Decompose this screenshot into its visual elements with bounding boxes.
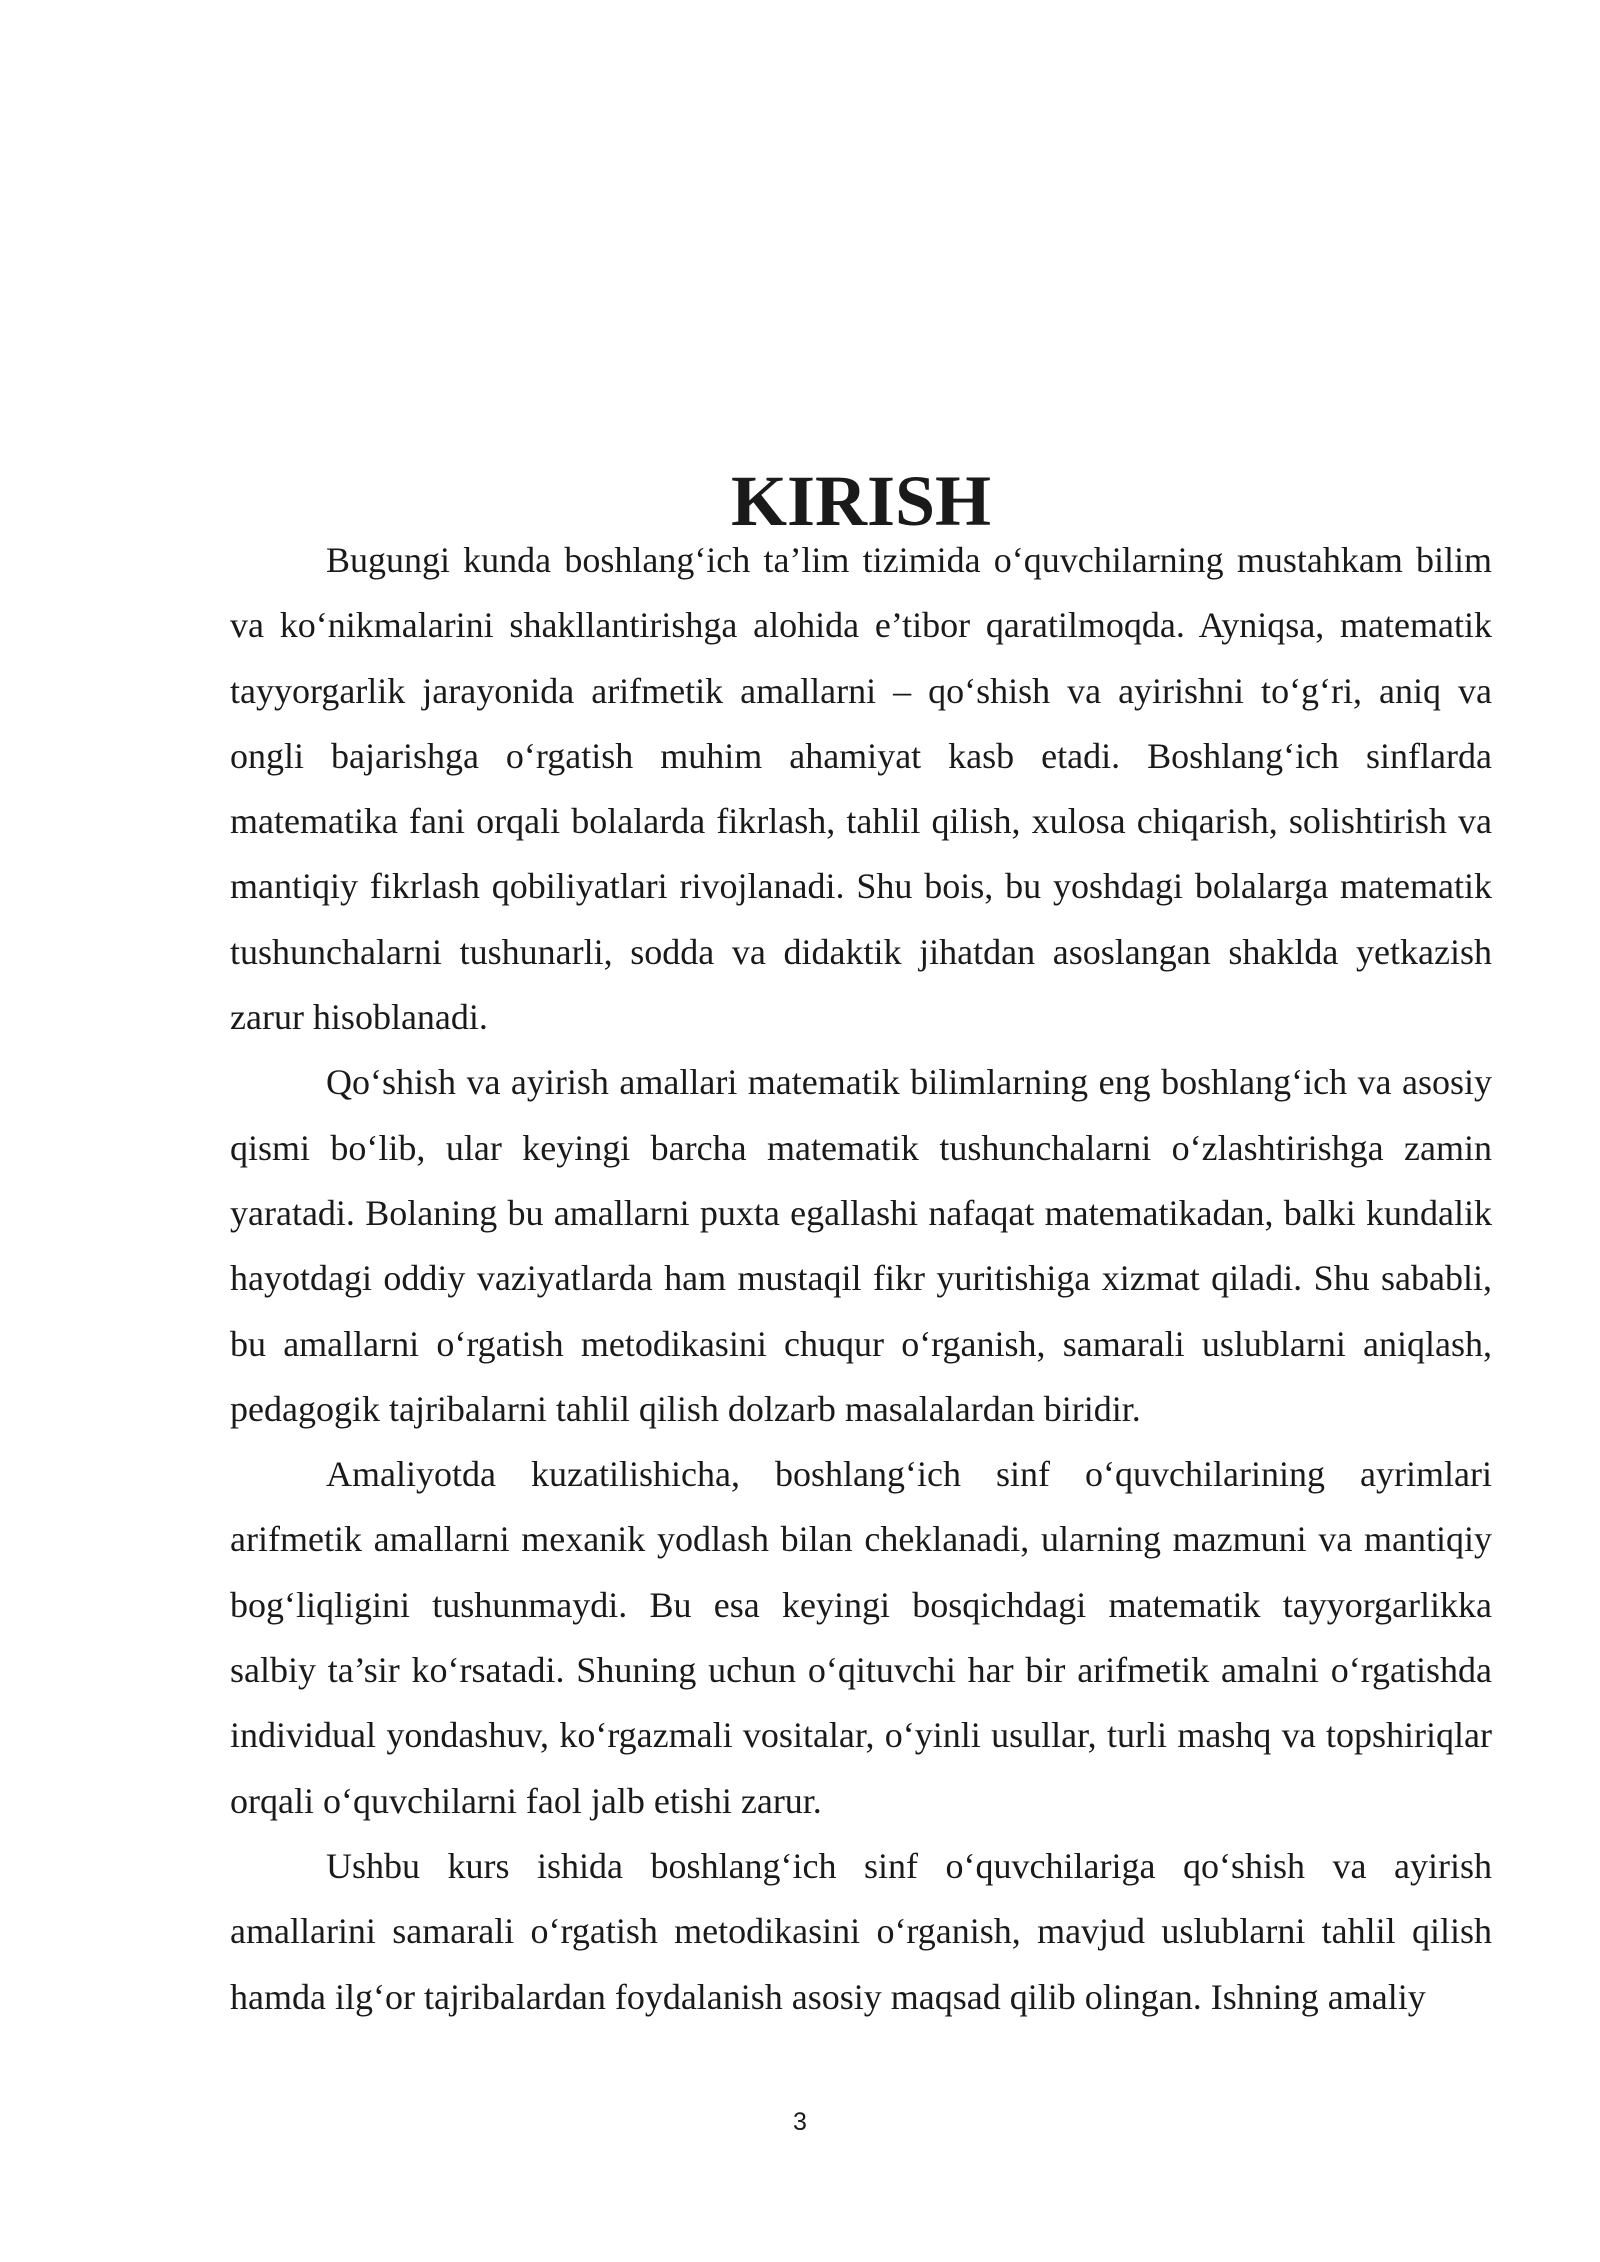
document-body bbox=[230, 461, 1492, 2030]
paragraph-4: Ushbu kurs ishida boshlang‘ich sinf o‘quvchilariga qo‘shish va ayirish amallarini samarali o‘rgatish metodikasini o‘rganish, mavjud uslublarni tahlil qilish hamda ilg‘or tajribalardan foydalanish asosiy maqsad qilib olingan. Ishning amaliy bbox=[230, 1845, 1492, 2017]
paragraph-1: Bugungi kunda boshlang‘ich ta’lim tizimida o‘quvchilarning mustahkam bilim va ko‘nikmalarini shakllantirishga alohida e’tibor qaratilmoqda. Ayniqsa, matematik tayyorgarlik jarayonida arifmetik amallarni – qo‘shish va ayirishni to‘g‘ri, aniq va ongli bajarishga o‘rgatish muhim ahamiyat kasb etadi. Boshlang‘ich sinflarda matematika fani orqali bolalarda fikrlash, tahlil qilish, xulosa chiqarish, solishtirish va mantiqiy fikrlash qobiliyatlari rivojlanadi. Shu bois, bu yoshdagi bolalarga matematik tushunchalarni tushunarli, sodda va didaktik jihatdan asoslangan shaklda yetkazish zarur hisoblanadi. bbox=[230, 540, 1492, 1038]
paragraph-2: Qo‘shish va ayirish amallari matematik bilimlarning eng boshlang‘ich va asosiy qismi bo‘lib, ular keyingi barcha matematik tushunchalarni o‘zlashtirishga zamin yaratadi. Bolaning bu amallarni puxta egallashi nafaqat matematikadan, balki kundalik hayotdagi oddiy vaziyatlarda ham mustaqil fikr yuritishiga xizmat qiladi. Shu sababli, bu amallarni o‘rgatish metodikasini chuqur o‘rganish, samarali uslublarni aniqlash, pedagogik tajribalarni tahlil qilish dolzarb masalalardan biridir. bbox=[230, 1062, 1492, 1429]
page-number: 3 bbox=[793, 2108, 807, 2136]
paragraph-3: Amaliyotda kuzatilishicha, boshlang‘ich sinf o‘quvchilarining ayrimlari arifmetik amallarni mexanik yodlash bilan cheklanadi, ularning mazmuni va mantiqiy bog‘liqligini tushunmaydi. Bu esa keyingi bosqichdagi matematik tayyorgarlikka salbiy ta’sir ko‘rsatadi. Shuning uchun o‘qituvchi har bir arifmetik amalni o‘rgatishda individual yondashuv, ko‘rgazmali vositalar, o‘yinli usullar, turli mashq va topshiriqlar orqali o‘quvchilarni faol jalb etishi zarur. bbox=[230, 1454, 1492, 1821]
page-title: KIRISH bbox=[730, 461, 992, 541]
